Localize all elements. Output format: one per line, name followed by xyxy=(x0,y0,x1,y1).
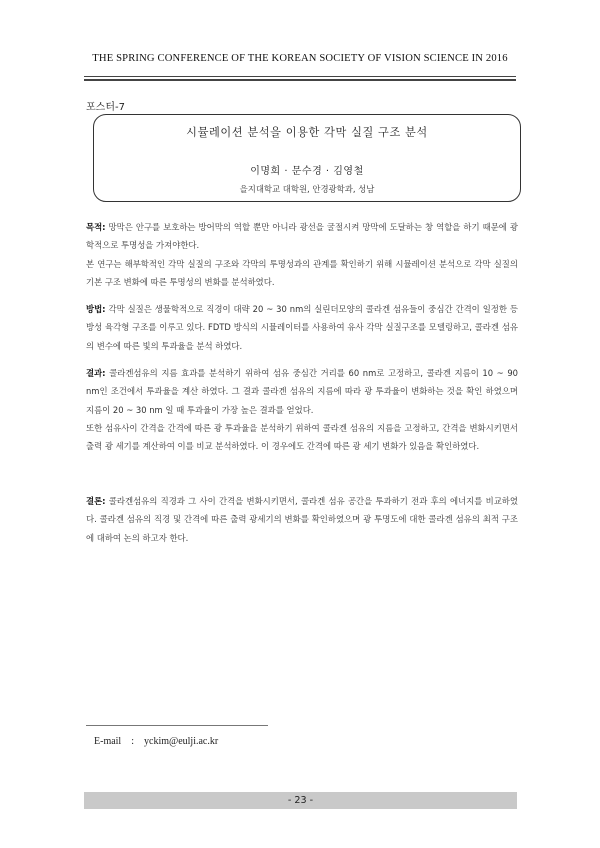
authors: 이명희 · 문수경 · 김영철 xyxy=(250,166,364,177)
purpose-label: 목적: xyxy=(86,222,106,232)
method-label: 방법: xyxy=(86,304,106,314)
purpose-text-1: 망막은 안구를 보호하는 방어막의 역할 뿐만 아니라 광선을 굴절시켜 망막에 도달하는 창 역할을 하기 때문에 광학적으로 투명성을 가져야한다. xyxy=(86,222,518,251)
header-rule-thick xyxy=(84,79,516,81)
email-label: E-mail xyxy=(94,736,122,747)
email-address[interactable]: yckim@eulji.ac.kr xyxy=(144,736,219,747)
email-separator: : xyxy=(131,736,134,747)
section-method xyxy=(86,300,518,355)
page-number: - 23 - xyxy=(287,795,314,806)
footnote-rule xyxy=(86,725,268,726)
affiliation: 을지대학교 대학원, 안경광학과, 성남 xyxy=(239,184,375,194)
result-paragraph-1 xyxy=(86,364,518,419)
purpose-text-2: 본 연구는 해부학적인 각막 실질의 구조와 각막의 투명성과의 관계를 확인하기 위해 시뮬레이션 분석으로 각막 실질의 기본 구조 변화에 따른 투명성의 변화를 분석하였다. xyxy=(86,258,518,287)
result-text-2: 또한 섬유사이 간격을 간격에 따른 광 투과율을 분석하기 위하여 콜라겐 섬유의 지름을 고정하고, 간격을 변화시키면서 출력 광 세기를 계산하여 이를 비교 분석하였다. 이 경우에도 간격에 따른 광 세기 변화가 있음을 확인하였다. xyxy=(86,422,518,452)
result-label: 결과: xyxy=(86,368,106,378)
footnote-email xyxy=(94,736,218,747)
purpose-paragraph-1 xyxy=(86,218,518,255)
purpose-paragraph-2 xyxy=(86,255,518,292)
method-paragraph xyxy=(86,300,518,355)
title-box xyxy=(93,114,521,202)
page-number-bar xyxy=(84,792,517,809)
section-conclusion xyxy=(86,492,518,547)
conference-header: THE SPRING CONFERENCE OF THE KOREAN SOCIETY OF VISION SCIENCE IN 2016 xyxy=(92,53,508,64)
paper-title: 시뮬레이션 분석을 이용한 각막 실질 구조 분석 xyxy=(186,126,428,139)
result-paragraph-2 xyxy=(86,419,518,456)
conclusion-paragraph xyxy=(86,492,518,547)
header-rule-thin xyxy=(84,76,516,77)
result-text-1: 콜라겐섬유의 지름 효과를 분석하기 위하여 섬유 중심간 거리를 60 nm로 고정하고, 콜라겐 지름이 10 ~ 90 nm인 조건에서 투과율을 계산 하였다. 그 결과 콜라겐 섬유의 지름에 따라 광 투과율이 변화하는 것을 확인 하였으며 지름이 20 ~ 30 nm 일 때 투과율이 가장 높은 결과를 얻었다. xyxy=(86,368,518,415)
method-text: 각막 실질은 생물학적으로 직경이 대략 20 ~ 30 nm의 실린더모양의 콜라겐 섬유들이 중심간 간격이 일정한 등방성 육각형 구조를 이루고 있다. FDTD 방식의 시뮬레이터를 사용하여 유사 각막 실질구조를 모델링하고, 콜라겐 섬유의 변수에 따른 빛의 투과율을 분석 하였다. xyxy=(86,304,518,351)
section-purpose xyxy=(86,218,518,291)
poster-label: 포스터-7 xyxy=(86,102,125,113)
section-result xyxy=(86,364,518,455)
conclusion-label: 결론: xyxy=(86,496,106,506)
conclusion-text: 콜라겐섬유의 직경과 그 사이 간격을 변화시키면서, 콜라겐 섬유 공간을 투과하기 전과 후의 에너지를 비교하였다. 콜라겐 섬유의 직경 및 간격에 따른 출력 광세기의 변화를 확인하였으며 광 투명도에 대한 콜라겐 섬유의 최적 구조에 대하여 논의 하고자 한다. xyxy=(86,496,518,543)
